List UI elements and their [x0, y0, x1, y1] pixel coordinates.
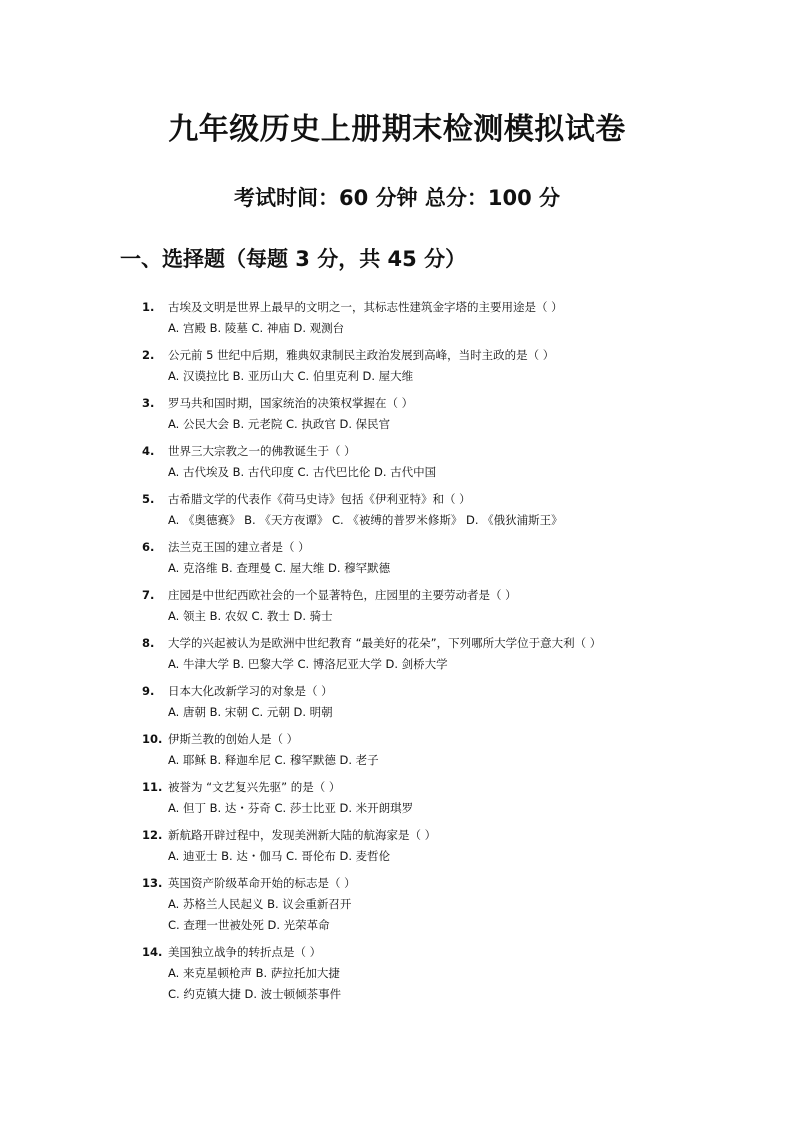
- question-options: A. 克洛维 B. 查理曼 C. 屋大维 D. 穆罕默德: [168, 561, 391, 575]
- question-number: 3.: [142, 396, 155, 410]
- question-text: 日本大化改新学习的对象是（ ）: [168, 684, 333, 698]
- question-text: 英国资产阶级革命开始的标志是（ ）: [168, 876, 356, 890]
- question-stem: [142, 585, 662, 606]
- question-text: 伊斯兰教的创始人是（ ）: [168, 732, 299, 746]
- question-number: 9.: [142, 684, 155, 698]
- question-stem: [142, 777, 662, 798]
- exam-title: 九年级历史上册期末检测模拟试卷: [168, 112, 626, 147]
- question-text: 法兰克王国的建立者是（ ）: [168, 540, 310, 554]
- question-options: A. 牛津大学 B. 巴黎大学 C. 博洛尼亚大学 D. 剑桥大学: [168, 657, 448, 671]
- question-options: A. 汉谟拉比 B. 亚历山大 C. 伯里克利 D. 屋大维: [168, 369, 414, 383]
- question-number: 13.: [142, 876, 163, 890]
- question-stem: [142, 345, 662, 366]
- question-number: 8.: [142, 636, 155, 650]
- question-options: A. 唐朝 B. 宋朝 C. 元朝 D. 明朝: [168, 705, 333, 719]
- question-list: [142, 297, 662, 1011]
- question-options: A. 公民大会 B. 元老院 C. 执政官 D. 保民官: [168, 417, 391, 431]
- question-text: 大学的兴起被认为是欧洲中世纪教育 “最美好的花朵”，下列哪所大学位于意大利（ ）: [168, 636, 602, 650]
- question-number: 11.: [142, 780, 163, 794]
- question-stem: [142, 489, 662, 510]
- question-stem: [142, 825, 662, 846]
- question-stem: [142, 441, 662, 462]
- question-stem: [142, 729, 662, 750]
- question-options: C. 查理一世被处死 D. 光荣革命: [168, 918, 330, 932]
- question-number: 7.: [142, 588, 155, 602]
- question-item: [142, 825, 662, 867]
- question-number: 5.: [142, 492, 155, 506]
- question-number: 6.: [142, 540, 155, 554]
- question-text: 美国独立战争的转折点是（ ）: [168, 945, 322, 959]
- question-item: [142, 393, 662, 435]
- section-heading: 一、选择题（每题 3 分，共 45 分）: [120, 247, 467, 271]
- question-number: 12.: [142, 828, 163, 842]
- exam-subtitle: 考试时间：60 分钟 总分：100 分: [234, 186, 560, 210]
- question-text: 庄园是中世纪西欧社会的一个显著特色，庄园里的主要劳动者是（ ）: [168, 588, 517, 602]
- question-item: [142, 297, 662, 339]
- question-item: [142, 345, 662, 387]
- question-options: A. 迪亚士 B. 达・伽马 C. 哥伦布 D. 麦哲伦: [168, 849, 391, 863]
- question-item: [142, 681, 662, 723]
- question-item: [142, 489, 662, 531]
- question-item: [142, 633, 662, 675]
- question-text: 公元前 5 世纪中后期，雅典奴隶制民主政治发展到高峰，当时主政的是（ ）: [168, 348, 555, 362]
- question-text: 世界三大宗教之一的佛教诞生于（ ）: [168, 444, 356, 458]
- question-stem: [142, 633, 662, 654]
- question-stem: [142, 681, 662, 702]
- question-text: 新航路开辟过程中，发现美洲新大陆的航海家是（ ）: [168, 828, 437, 842]
- question-options: A. 《奥德赛》 B. 《天方夜谭》 C. 《被缚的普罗米修斯》 D. 《俄狄浦斯王》: [168, 513, 563, 527]
- question-text: 罗马共和国时期，国家统治的决策权掌握在（ ）: [168, 396, 414, 410]
- question-options: C. 约克镇大捷 D. 波士顿倾茶事件: [168, 987, 342, 1001]
- question-options: A. 耶稣 B. 释迦牟尼 C. 穆罕默德 D. 老子: [168, 753, 379, 767]
- question-options: A. 宫殿 B. 陵墓 C. 神庙 D. 观测台: [168, 321, 345, 335]
- question-options: A. 来克星顿枪声 B. 萨拉托加大捷: [168, 966, 340, 980]
- question-options: A. 苏格兰人民起义 B. 议会重新召开: [168, 897, 352, 911]
- question-text: 古希腊文学的代表作《荷马史诗》包括《伊利亚特》和（ ）: [168, 492, 471, 506]
- question-number: 1.: [142, 300, 155, 314]
- question-options: A. 但丁 B. 达・芬奇 C. 莎士比亚 D. 米开朗琪罗: [168, 801, 414, 815]
- question-number: 14.: [142, 945, 163, 959]
- question-item: [142, 537, 662, 579]
- question-text: 古埃及文明是世界上最早的文明之一，其标志性建筑金字塔的主要用途是（ ）: [168, 300, 563, 314]
- question-text: 被誉为 “文艺复兴先驱” 的是（ ）: [168, 780, 341, 794]
- question-item: [142, 729, 662, 771]
- question-stem: [142, 297, 662, 318]
- question-options: A. 领主 B. 农奴 C. 教士 D. 骑士: [168, 609, 333, 623]
- question-number: 10.: [142, 732, 163, 746]
- question-item: [142, 942, 662, 1005]
- question-number: 4.: [142, 444, 155, 458]
- question-stem: [142, 942, 662, 963]
- question-item: [142, 585, 662, 627]
- question-stem: [142, 393, 662, 414]
- question-options: A. 古代埃及 B. 古代印度 C. 古代巴比伦 D. 古代中国: [168, 465, 437, 479]
- question-stem: [142, 537, 662, 558]
- question-item: [142, 441, 662, 483]
- question-number: 2.: [142, 348, 155, 362]
- question-stem: [142, 873, 662, 894]
- question-item: [142, 777, 662, 819]
- question-item: [142, 873, 662, 936]
